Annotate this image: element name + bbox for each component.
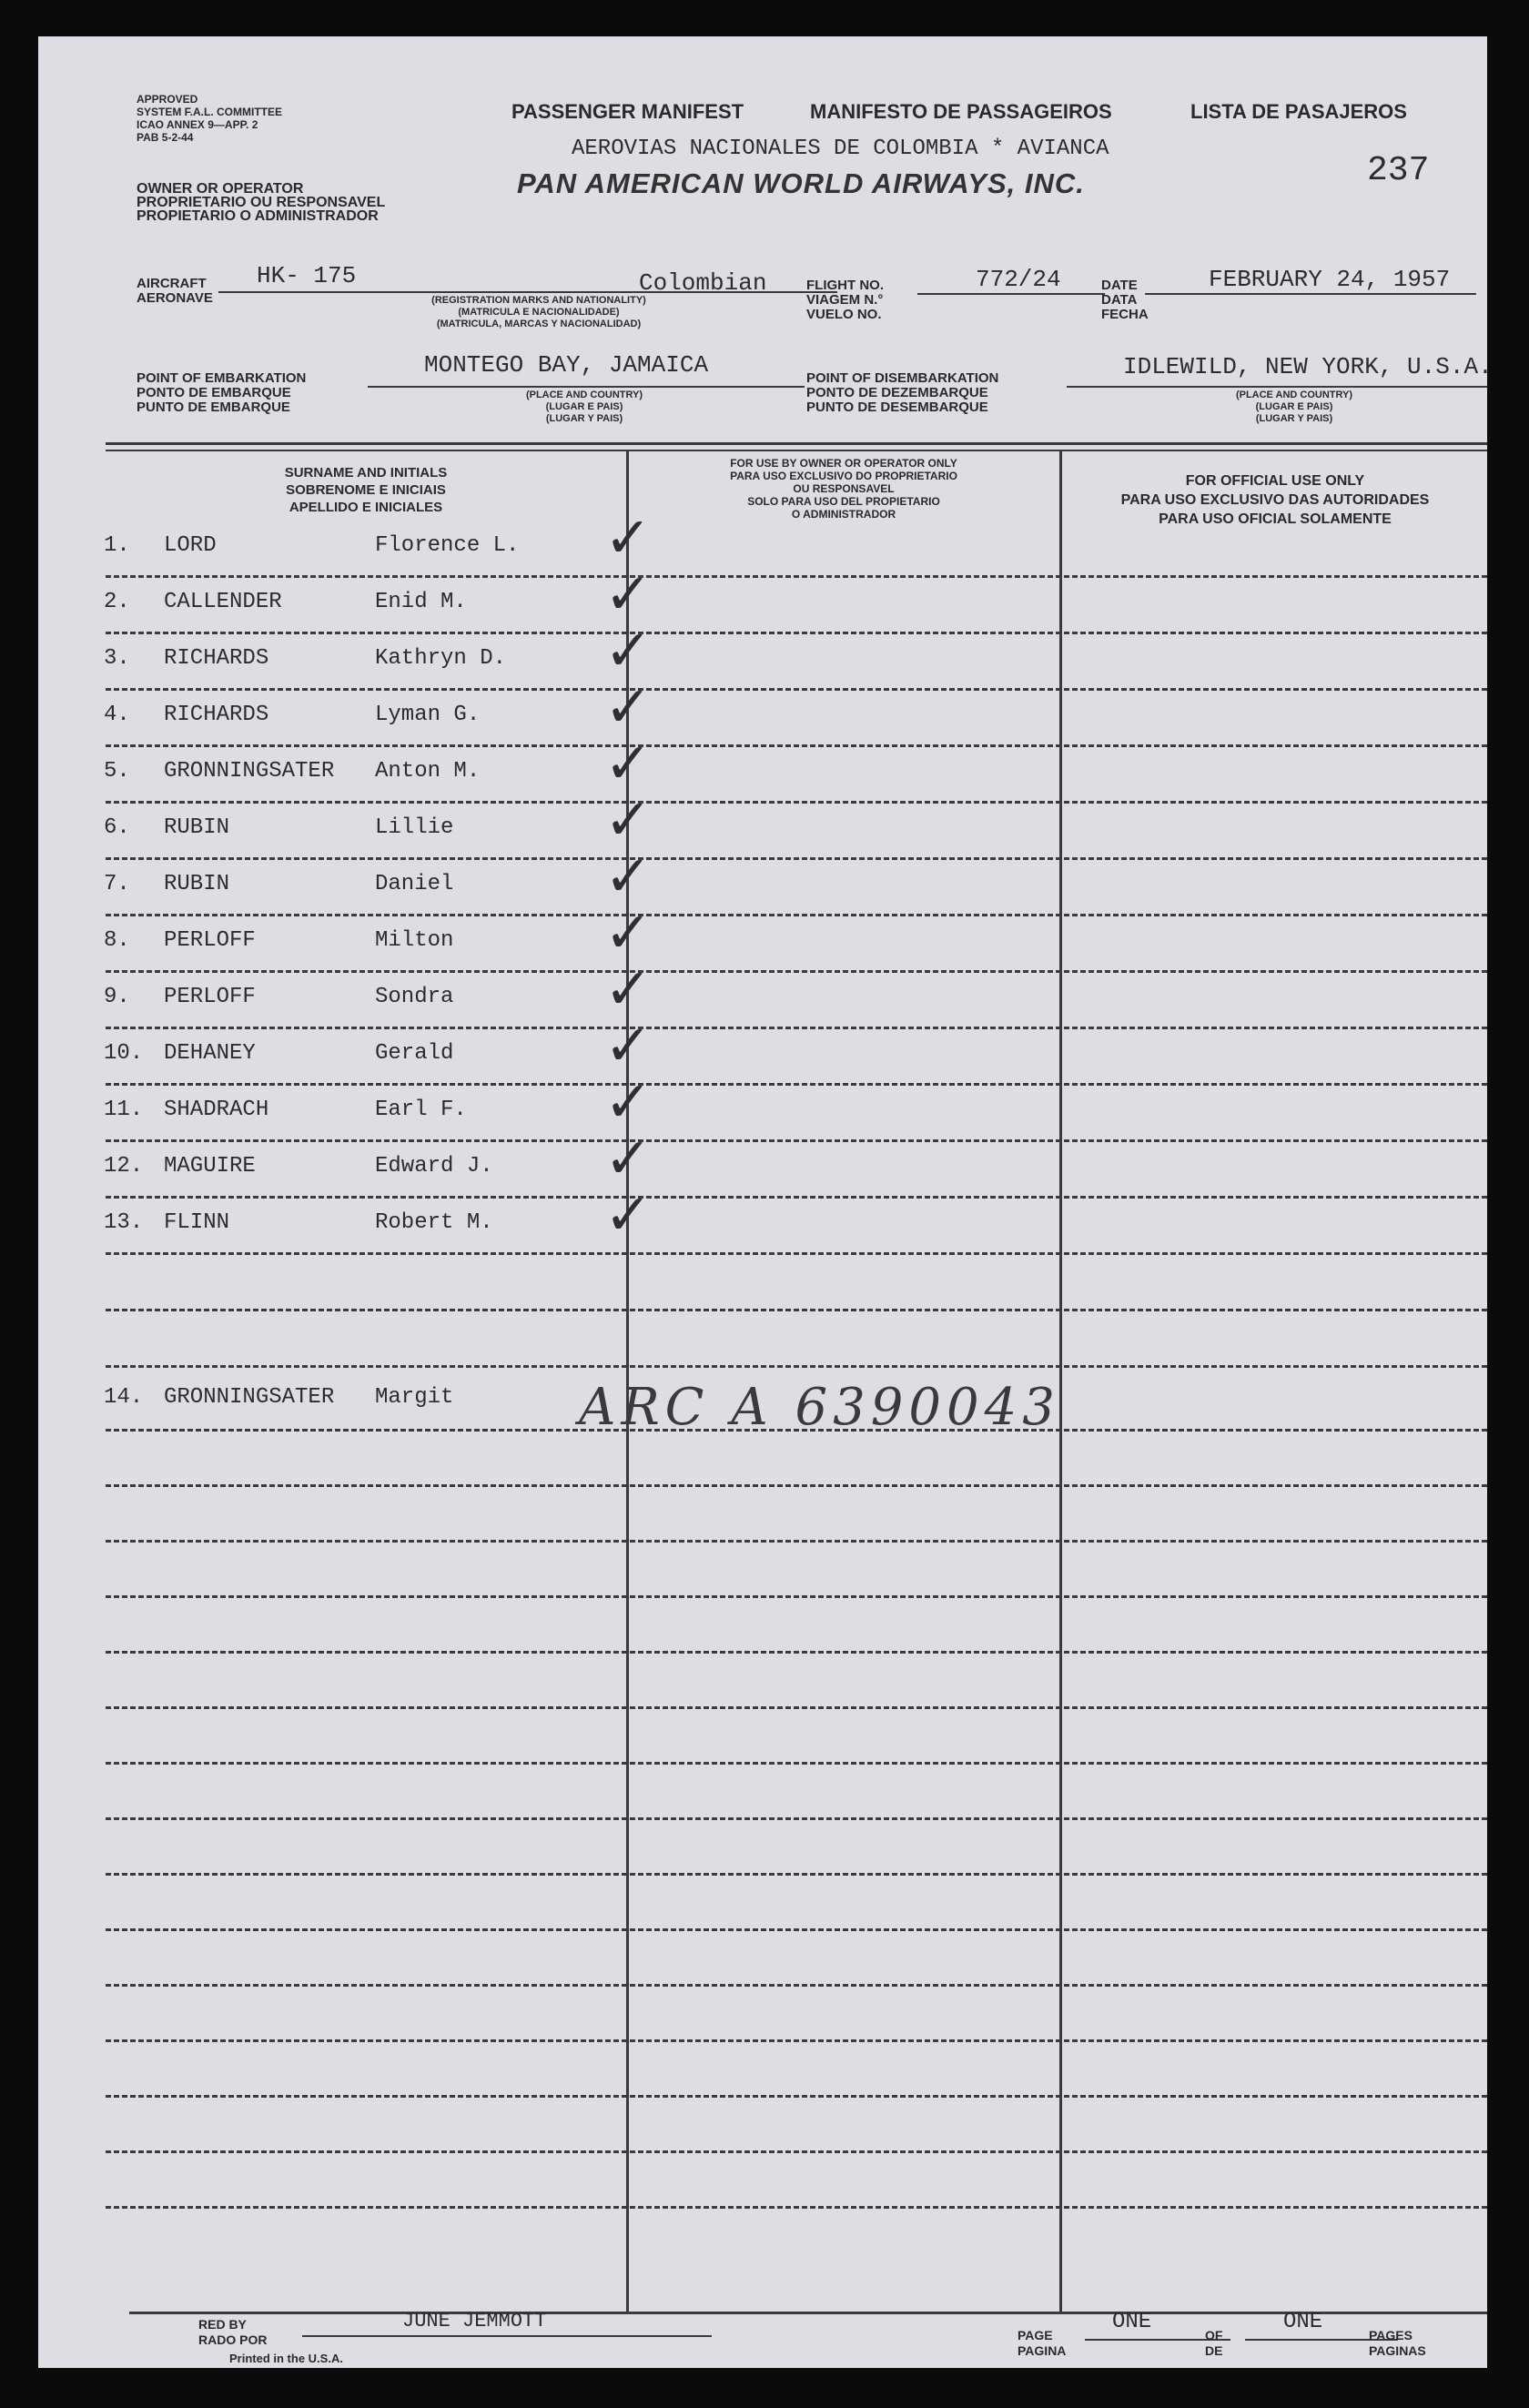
check-mark-icon: ✓ [604, 504, 652, 571]
check-mark-icon: ✓ [604, 843, 652, 909]
passenger-given-name: Sondra [375, 985, 454, 1009]
flight-label: FLIGHT NO. VIAGEM N.° VUELO NO. [806, 278, 884, 322]
passenger-number: 2. [104, 590, 130, 614]
passenger-given-name: Edward J. [375, 1154, 493, 1179]
passenger-surname: GRONNINGSATER [164, 759, 335, 784]
prepared-by-name: JUNE JEMMOTT [402, 2310, 547, 2332]
check-mark-icon: ✓ [604, 673, 652, 740]
row-rule [106, 1365, 1487, 1368]
table-top-rule [106, 442, 1487, 445]
approval-line: APPROVED [137, 93, 198, 106]
operator-panam-stamp: PAN AMERICAN WORLD AIRWAYS, INC. [517, 167, 1085, 199]
passenger-number: 14. [104, 1385, 144, 1410]
embarkation-label: POINT OF EMBARKATION PONTO DE EMBARQUE PUNTO DE EMBARQUE [137, 370, 307, 415]
passenger-number: 9. [104, 985, 130, 1009]
approval-line: ICAO ANNEX 9—APP. 2 [137, 118, 258, 131]
check-mark-icon: ✓ [604, 561, 652, 627]
passenger-surname: LORD [164, 533, 217, 558]
approval-line: SYSTEM F.A.L. COMMITTEE [137, 106, 283, 118]
row-rule [106, 2150, 1487, 2153]
table-top-rule-2 [106, 450, 1487, 451]
disembarkation-place: IDLEWILD, NEW YORK, U.S.A. [1123, 353, 1493, 380]
row-rule [106, 1083, 1487, 1086]
check-mark-icon: ✓ [604, 1181, 652, 1248]
passenger-given-name: Lillie [375, 815, 454, 840]
pages-label: PAGES PAGINAS [1369, 2328, 1426, 2358]
owner-label: OWNER OR OPERATOR PROPRIETARIO OU RESPONSAVEL PROPIETARIO O ADMINISTRADOR [137, 181, 386, 224]
disembarkation-label: POINT OF DISEMBARKATION PONTO DE DEZEMBARQUE PUNTO DE DESEMBARQUE [806, 370, 999, 415]
of-label: OF DE [1205, 2328, 1223, 2358]
passenger-given-name: Enid M. [375, 590, 467, 614]
row-rule [106, 1984, 1487, 1987]
check-mark-icon: ✓ [604, 1068, 652, 1135]
flight-date: FEBRUARY 24, 1957 [1209, 266, 1451, 293]
check-mark-icon: ✓ [604, 786, 652, 853]
row-rule [106, 1928, 1487, 1931]
aircraft-registration: HK- 175 [257, 262, 357, 289]
passenger-given-name: Robert M. [375, 1210, 493, 1235]
passenger-surname: RUBIN [164, 872, 230, 896]
passenger-given-name: Florence L. [375, 533, 520, 558]
row-rule [106, 1139, 1487, 1142]
row-rule [106, 2039, 1487, 2042]
check-mark-icon: ✓ [604, 956, 652, 1022]
approval-block [137, 93, 282, 144]
passenger-number: 10. [104, 1041, 144, 1066]
registration-caption: (REGISTRATION MARKS AND NATIONALITY) (MATRICULA E NACIONALIDADE) (MATRICULA, MARCAS Y NACIONALIDAD) [431, 295, 646, 329]
disembarkation-caption: (PLACE AND COUNTRY) (LUGAR E PAIS) (LUGAR Y PAIS) [1235, 390, 1353, 424]
row-rule [106, 970, 1487, 973]
passenger-number: 6. [104, 815, 130, 840]
approval-line: PAB 5-2-44 [137, 131, 194, 144]
passenger-given-name: Anton M. [375, 759, 481, 784]
prepared-by-underline [302, 2335, 712, 2337]
title-portuguese: MANIFESTO DE PASSAGEIROS [810, 100, 1112, 123]
row-rule [106, 2206, 1487, 2209]
row-rule [106, 1252, 1487, 1255]
passenger-surname: RICHARDS [164, 703, 269, 727]
passenger-surname: PERLOFF [164, 928, 256, 953]
passenger-number: 4. [104, 703, 130, 727]
row-rule [106, 1873, 1487, 1876]
embarkation-caption: (PLACE AND COUNTRY) (LUGAR E PAIS) (LUGAR Y PAIS) [525, 390, 643, 424]
passenger-surname: RICHARDS [164, 646, 269, 671]
passenger-number: 5. [104, 759, 130, 784]
passenger-number: 13. [104, 1210, 144, 1235]
row-rule [106, 1196, 1487, 1199]
prepared-by-label: RED BY RADO POR [198, 2317, 268, 2347]
handwritten-annotation: ARC A 6390043 [579, 1378, 1060, 1437]
check-mark-icon: ✓ [604, 1012, 652, 1078]
passenger-number: 3. [104, 646, 130, 671]
row-rule [106, 801, 1487, 804]
passenger-number: 11. [104, 1098, 144, 1122]
row-rule [106, 1651, 1487, 1654]
check-mark-icon: ✓ [604, 617, 652, 683]
row-rule [106, 575, 1487, 578]
check-mark-icon: ✓ [604, 730, 652, 796]
passenger-given-name: Kathryn D. [375, 646, 507, 671]
manifest-sheet [38, 36, 1493, 2368]
row-rule [106, 1595, 1487, 1598]
printed-in-note: Printed in the U.S.A. [229, 2352, 343, 2365]
pages-value: ONE [1283, 2310, 1323, 2334]
date-label: DATE DATA FECHA [1101, 278, 1149, 322]
title-english: PASSENGER MANIFEST [511, 100, 744, 123]
passenger-number: 7. [104, 872, 130, 896]
row-rule [106, 1817, 1487, 1820]
date-underline [1145, 293, 1476, 295]
aircraft-label: AIRCRAFT AERONAVE [137, 276, 213, 306]
row-rule [106, 632, 1487, 634]
disembarkation-underline [1067, 386, 1487, 388]
row-rule [106, 857, 1487, 860]
passenger-surname: MAGUIRE [164, 1154, 256, 1179]
passenger-given-name: Lyman G. [375, 703, 481, 727]
operator-avianca: AEROVIAS NACIONALES DE COLOMBIA * AVIANCA [572, 137, 1109, 161]
flight-underline [917, 293, 1105, 295]
passenger-surname: PERLOFF [164, 985, 256, 1009]
embarkation-place: MONTEGO BAY, JAMAICA [424, 351, 709, 379]
passenger-given-name: Milton [375, 928, 454, 953]
check-mark-icon: ✓ [604, 1125, 652, 1191]
column-header-official-use: FOR OFFICIAL USE ONLY PARA USO EXCLUSIVO DAS AUTORIDADES PARA USO OFICIAL SOLAMENTE [1120, 473, 1430, 527]
page-label: PAGE PAGINA [1018, 2328, 1067, 2358]
passenger-given-name: Margit [375, 1385, 454, 1410]
passenger-surname: RUBIN [164, 815, 230, 840]
passenger-surname: SHADRACH [164, 1098, 269, 1122]
title-spanish: LISTA DE PASAJEROS [1190, 100, 1407, 123]
row-rule [106, 1484, 1487, 1487]
row-rule [106, 1762, 1487, 1765]
passenger-surname: DEHANEY [164, 1041, 256, 1066]
passenger-number: 8. [104, 928, 130, 953]
column-header-owner-use: FOR USE BY OWNER OR OPERATOR ONLY PARA USO EXCLUSIVO DO PROPRIETARIO OU RESPONSAVEL SOLO PARA USO DEL PROPIETARIO O ADMINISTRADOR [730, 457, 957, 521]
page-value: ONE [1112, 2310, 1152, 2334]
row-rule [106, 2095, 1487, 2098]
aircraft-nationality: Colombian [639, 269, 767, 297]
row-rule [106, 1309, 1487, 1311]
passenger-given-name: Gerald [375, 1041, 454, 1066]
check-mark-icon: ✓ [604, 899, 652, 966]
passenger-given-name: Daniel [375, 872, 454, 896]
row-rule [106, 688, 1487, 691]
row-rule [106, 744, 1487, 747]
passenger-surname: CALLENDER [164, 590, 282, 614]
row-rule [106, 914, 1487, 916]
row-rule [106, 1027, 1487, 1029]
flight-number: 772/24 [976, 266, 1061, 293]
row-rule [106, 1706, 1487, 1709]
row-rule [106, 1540, 1487, 1543]
passenger-number: 1. [104, 533, 130, 558]
passenger-surname: GRONNINGSATER [164, 1385, 335, 1410]
column-header-surname: SURNAME AND INITIALS SOBRENOME E INICIAIS APELLIDO E INICIALES [284, 465, 448, 515]
passenger-number: 12. [104, 1154, 144, 1179]
page-number-stamp: 237 [1367, 151, 1430, 190]
embarkation-underline [368, 386, 805, 388]
passenger-given-name: Earl F. [375, 1098, 467, 1122]
passenger-surname: FLINN [164, 1210, 230, 1235]
